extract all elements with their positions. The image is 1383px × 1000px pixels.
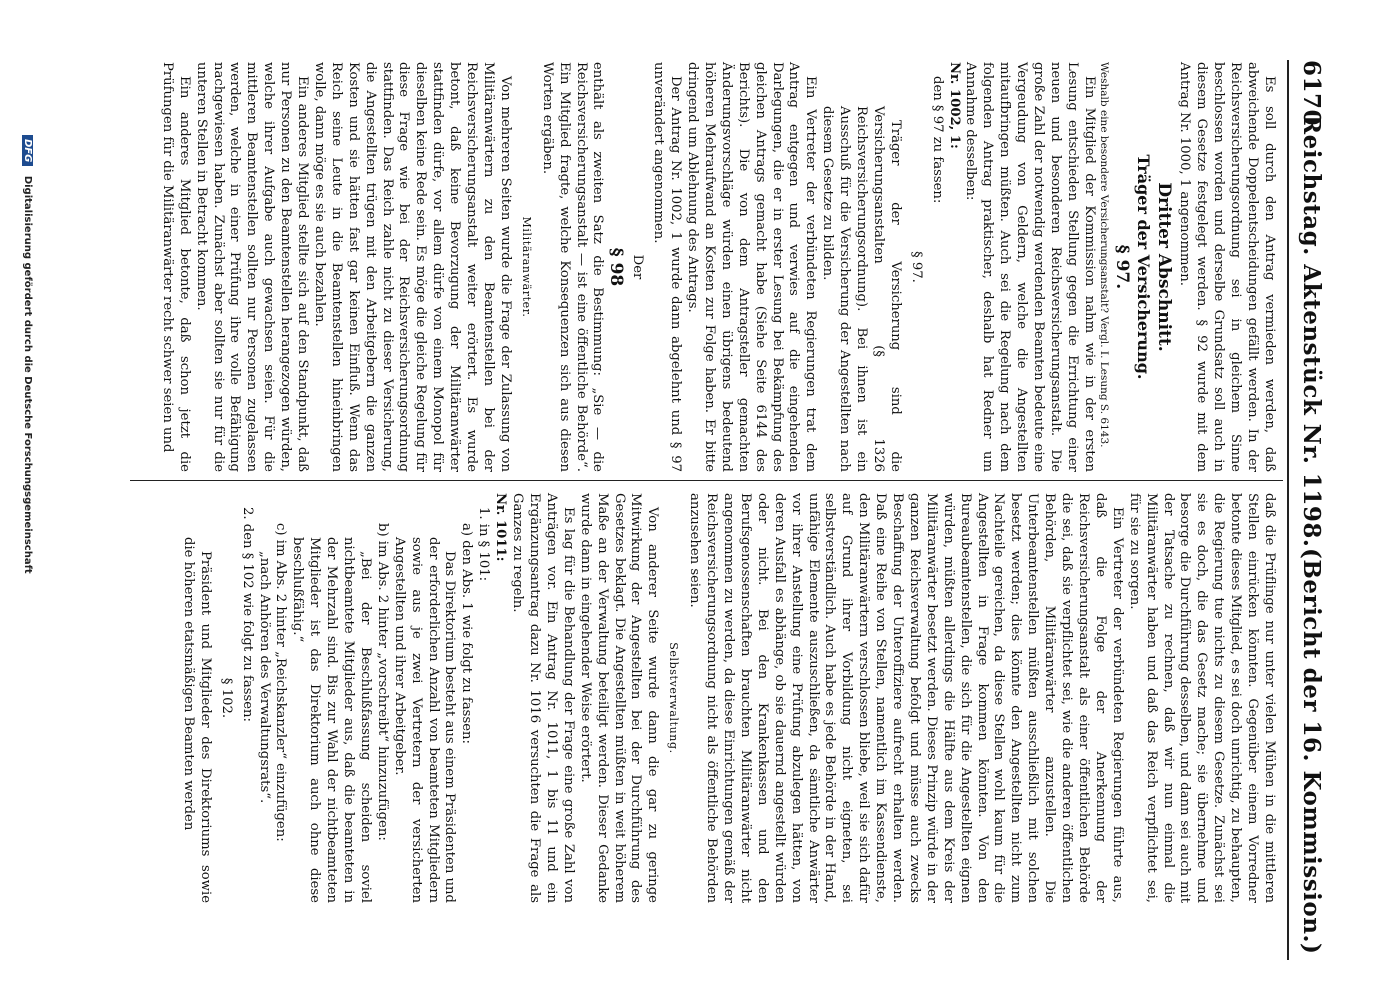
left-paragraph: § 98 xyxy=(606,247,627,287)
left-paragraph: § 97. xyxy=(908,251,924,283)
right-paragraph: „nach Anhören des Verwaltungsrats“. xyxy=(256,551,272,804)
left-paragraph: Ein Mitglied der Kommission nahm wie in der ersten Lesung entschieden Stellung gegen die Errichtung einer neuen und besonderen Reichsversicherungsanstalt. Die große Zahl der notwendig werdenden Beamten bedeute eine Vergeudung von Geldern, welche die Angestellten mitaufbringen müßten. Auch sei die Regelung nach dem folgenden Antrag praktischer, deshalb hat Redner um Annahme desselben: xyxy=(963,62,1097,472)
right-paragraph: Nr. 1011: xyxy=(493,493,509,562)
left-paragraph: Ein anderes Mitglied stellte sich auf den Standpunkt, daß nur Personen zu den Beamtenstellen herangezogen würden, welche ihrer Aufgabe auch gewachsen seien. Für die mittleren Beamtenstellen sollten nur Personen zugelassen werden, welche in einer Prüfung ihre volle Befähigung nachgewiesen haben. Zunächst aber sollten sie nur für die unteren Stellen in Betracht kommen. xyxy=(193,62,311,472)
left-paragraph: Träger der Versicherung. xyxy=(1133,154,1153,380)
left-paragraph: Träger der Versicherung sind die Versicherungsanstalten (§ 1326 Reichsversicherungsordnung). Bei ihnen ist ein Ausschuß für die Versicherung der Angestellten nach diesem Gesetze zu bilden. xyxy=(820,106,903,472)
header-rule xyxy=(1287,60,1289,960)
left-paragraph: Dritter Abschnitt. xyxy=(1153,182,1174,352)
digitization-note: Digitalisierung gefördert durch die Deutsche Forschungsgemeinschaft xyxy=(22,175,33,574)
header-left-title: Reichstag. Aktenstück Nr. 1198. xyxy=(1298,115,1325,548)
left-paragraph: Von mehreren Seiten wurde die Frage der Zulassung von Militäranwärtern zu den Beamtenstellen bei der Reichsversicherungsanstalt weiter erörtert. Es wurde betont, daß keine Bevorzugung der Militäranwärter stattfinden dürfe, vor allem dürfe von einem Monopol für dieselben keine Rede sein. Es möge die gleiche Regelung für diese Frage wie bei der Reichsversicherungsordnung stattfinden. Das Reich zahle nicht zu dieser Versicherung, die Angestellten trügen mit den Arbeitgebern die ganzen Kosten und sie hätten fast gar keinen Einfluß. Wenn das Reich seine Leute in die Beamtenstellen hineinbringen wolle, dann möge es sie auch bezahlen. xyxy=(311,62,513,472)
left-paragraph: Ein anderes Mitglied betonte, daß schon jetzt die Prüfungen für die Militäranwärter recht schwer seien und xyxy=(159,62,192,472)
left-paragraph: § 97. xyxy=(1111,244,1132,290)
right-column xyxy=(179,493,1277,903)
right-paragraph: 1. in § 101: xyxy=(476,507,492,582)
right-paragraph: Selbstverwaltung. xyxy=(667,642,681,754)
left-paragraph: enthält als zweiten Satz die Bestimmung: „Sie — die Reichsversicherungsanstalt — ist eine öffentliche Behörde“. Ein Mitglied fragte, welche Konsequenzen sich aus diesen Worten ergäben. xyxy=(539,62,606,472)
dfg-logo: DFG xyxy=(22,135,33,166)
right-paragraph: Ein Vertreter der verbündeten Regierungen führte aus, daß die Folge der Anerkennung der Reichsversicherungsanstalt als einer öffentlichen Behörde die sei, daß sie verpflichtet sei, wie die anderen öffentlichen Behörden, Militäranwärter anzustellen. Die Unterbeamtenstellen müßten ausschließlich mit solchen besetzt werden; dies könnte den Angestellten nicht zum Nachteile gereichen, da diese Stellen wohl kaum für die Angestellten in Frage kommen könnten. Von den Bureaubeamtenstellen, die sich für die Angestellten eignen würden, müßten allerdings die Hälfte aus dem Kreis der Militäranwärter besetzt werden. Dieses Prinzip würde in der ganzen Reichsverwaltung befolgt und müsse auch zwecks Beschaffung der Unteroffiziere aufrecht erhalten werden. Daß eine Reihe von Stellen, namentlich im Kassendienste, den Militäranwärtern verschlossen bliebe, weil sie sich dafür auf Grund ihrer Vorbildung nicht eigneten, sei selbstverständlich. Auch habe es jede Behörde in der Hand, unfähige Elemente auszuschließen, da sämtliche Anwärter vor ihrer Anstellung eine Prüfung abzulegen hätten, von deren Ausfall es abhänge, ob sie dauernd angestellt würden oder nicht. Bei den Krankenkassen und den Berufsgenossenschaften brauchten Militäranwärter nicht angenommen zu werden, da diese Einrichtungen gemäß der Reichsversicherungsordnung nicht als öffentliche Behörden anzusehen seien. xyxy=(687,493,1125,903)
left-paragraph: Ein Vertreter der verbündeten Regierungen trat dem Antrag entgegen und verwies auf die eingehenden Darlegungen, die er in erster Lesung bei Bekämpfung des gleichen Antrags gemacht habe (Siehe Seite 6144 des Berichts). Die von dem Antragsteller gemachten Änderungsvorschläge würden einen übrigens bedeutend höheren Mehraufwand an Kosten zur Folge haben. Er bitte dringend um Ablehnung des Antrags. xyxy=(685,62,819,472)
right-paragraph: a) den Abs. 1 wie folgt zu fassen: xyxy=(459,523,475,744)
right-paragraph: Es lag für die Behandlung der Frage eine große Zahl von Anträgen vor. Ein Antrag Nr. 1011, 1 bis 11 und ein Ergänzungsantrag dazu Nr. 1016 versuchten die Frage als Ganzes zu regeln. xyxy=(510,493,576,903)
header-right-title: (Bericht der 16. Kommission.) xyxy=(1298,548,1325,955)
right-paragraph: c) im Abs. 2 hinter „Reichskanzler“ einzufügen: xyxy=(273,523,289,842)
right-paragraph: Von anderer Seite wurde dann die gar zu geringe Mitwirkung der Angestellten bei der Durchführung des Gesetzes beklagt. Die Angestellten müßten in weit höherem Maße an der Verwaltung beteiligt werden. Dieser Gedanke wurde dann in eingehender Weise erörtert. xyxy=(577,493,661,903)
right-paragraph: Präsident und Mitglieder des Direktoriums sowie die höheren etatsmäßigen Beamten werden xyxy=(180,537,213,903)
left-paragraph: den § 97 zu fassen: xyxy=(929,76,945,204)
column-divider xyxy=(130,480,1283,481)
left-paragraph: Der xyxy=(630,254,646,280)
page-header xyxy=(1285,60,1325,960)
left-paragraph: Militäranwärter. xyxy=(519,216,533,318)
left-column xyxy=(158,62,1277,472)
right-paragraph: Das Direktorium besteht aus einem Präsidenten und der erforderlichen Anzahl von beamteten Mitgliedern sowie aus je zwei Vertretern der versicherten Angestellten und ihrer Arbeitgeber. xyxy=(391,537,458,903)
left-paragraph: Es soll durch den Antrag vermieden werden, daß abweichende Doppelentscheidungen gefällt werden. In der Reichsversicherungsordnung sei in gleichem Sinne beschlossen worden und derselbe Grundsatz soll auch in diesem Gesetze festgelegt werden. § 92 wurde mit dem Antrag Nr. 1000, 1 angenommen. xyxy=(1177,62,1277,472)
right-paragraph: b) im Abs. 2 hinter „vorschreibt“ hinzuzufügen: xyxy=(374,523,390,841)
left-paragraph: Der Antrag Nr. 1002, 1 wurde dann abgelehnt und § 97 unverändert angenommen. xyxy=(651,62,684,472)
right-paragraph: 2. den § 102 wie folgt zu fassen: xyxy=(239,507,255,722)
left-paragraph: Nr. 1002, 1: xyxy=(946,62,962,149)
page-number: 6170 xyxy=(1298,60,1325,127)
digitization-footer xyxy=(22,135,33,995)
right-paragraph: § 102. xyxy=(218,677,234,719)
left-paragraph: Weshalb eine besondere Versicherungsanstalt? Vergl. I. Lesung S. 6143. xyxy=(1097,62,1110,448)
right-paragraph: daß die Prüflinge nur unter vielen Mühen in die mittleren Stellen einrücken könnten. Gegenüber einem Vorredner betonte dieses Mitglied, es sei doch unrichtig, zu behaupten, die Regierung tue nichts zu diesem Gesetze. Zunächst sei sie es doch, die das Gesetz mache; sie übernehme und besorge die Durchführung desselben, und dann sei auch mit der Tatsache zu rechnen, daß wir nun einmal die Militäranwärter haben und daß das Reich verpflichtet sei, für sie zu sorgen. xyxy=(1126,493,1277,903)
right-paragraph: „Bei der Beschlußfassung scheiden soviel nichtbeamtete Mitglieder aus, daß die beamteten in der Mehrzahl sind. Bis zur Wahl der nichtbeamteten Mitglieder ist das Direktorium auch ohne diese beschlußfähig.“ xyxy=(290,537,373,903)
